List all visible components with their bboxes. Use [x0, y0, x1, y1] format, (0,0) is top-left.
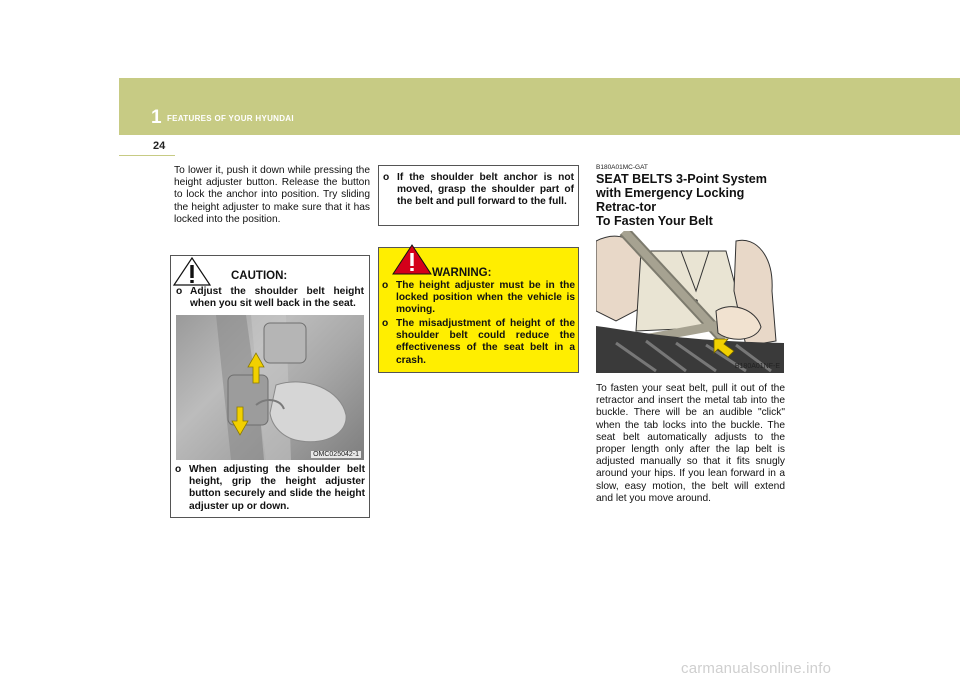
- bullet-marker: o: [382, 318, 389, 329]
- section-heading: [596, 172, 786, 228]
- header-band: [119, 78, 960, 135]
- warning-title: WARNING:: [432, 267, 492, 279]
- bullet-marker: o: [176, 286, 183, 297]
- fasten-belt-paragraph: To fasten your seat belt, pull it out of the retractor and insert the metal tab into the buckle. There will be an audible "click" when the tab locks into the buckle. The seat belt automatically adjusts to the proper length only after the lap belt is adjusted manually so that it fits snugly around your hips. If you lean forward in a slow, easy motion, the belt will extend and let you move around.: [596, 383, 785, 504]
- warning-item: [382, 318, 575, 367]
- seat-belt-illustration: [596, 231, 784, 373]
- margin-rule: [119, 155, 175, 156]
- seat-belt-drawing: [596, 231, 784, 373]
- warning-triangle-icon: [391, 243, 433, 275]
- bullet-marker: o: [383, 172, 390, 183]
- warning-item-text: The misadjustment of height of the shoulder belt could reduce the effectiveness of the seat belt in a crash.: [396, 318, 575, 366]
- section-heading-subtitle: To Fasten Your Belt: [596, 214, 713, 228]
- chapter-number: 1: [151, 107, 162, 128]
- height-adjuster-illustration: [176, 315, 364, 460]
- caution-item: [176, 286, 364, 310]
- warning-box: [378, 247, 579, 373]
- section-heading-title: SEAT BELTS 3-Point System with Emergency Locking Retrac-tor: [596, 172, 767, 214]
- figure-code: B180A01NF-E: [734, 363, 780, 370]
- shoulder-anchor-box: [378, 165, 579, 226]
- shoulder-anchor-text: If the shoulder belt anchor is not moved, grasp the shoulder part of the belt and pull forward to the full.: [397, 172, 574, 208]
- caution-item-text: Adjust the shoulder belt height when you sit well back in the seat.: [190, 286, 364, 310]
- chapter-title: FEATURES OF YOUR HYUNDAI: [167, 114, 294, 123]
- caution-item-text: When adjusting the shoulder belt height, grip the height adjuster button securely and slide the height adjuster up or down.: [189, 464, 365, 512]
- watermark: carmanualsonline.info: [681, 660, 832, 677]
- warning-item-text: The height adjuster must be in the locked position when the vehicle is moving.: [396, 280, 575, 316]
- bullet-marker: o: [382, 280, 389, 291]
- shoulder-anchor-item: [383, 172, 574, 209]
- warning-triangle-icon: [171, 256, 213, 286]
- caution-item: [175, 464, 365, 513]
- bullet-marker: o: [175, 464, 182, 475]
- height-adjuster-photo: [176, 315, 364, 460]
- intro-paragraph: To lower it, push it down while pressing the height adjuster button. Release the button to lock the anchor into position. Try sliding the height adjuster to make sure that it has locked into the position.: [174, 165, 370, 225]
- warning-item: [382, 280, 575, 317]
- section-code: B180A01MC-GAT: [596, 164, 648, 171]
- photo-code: OMC025042-1: [313, 451, 359, 458]
- page-number: 24: [153, 140, 166, 152]
- caution-title: CAUTION:: [231, 270, 288, 282]
